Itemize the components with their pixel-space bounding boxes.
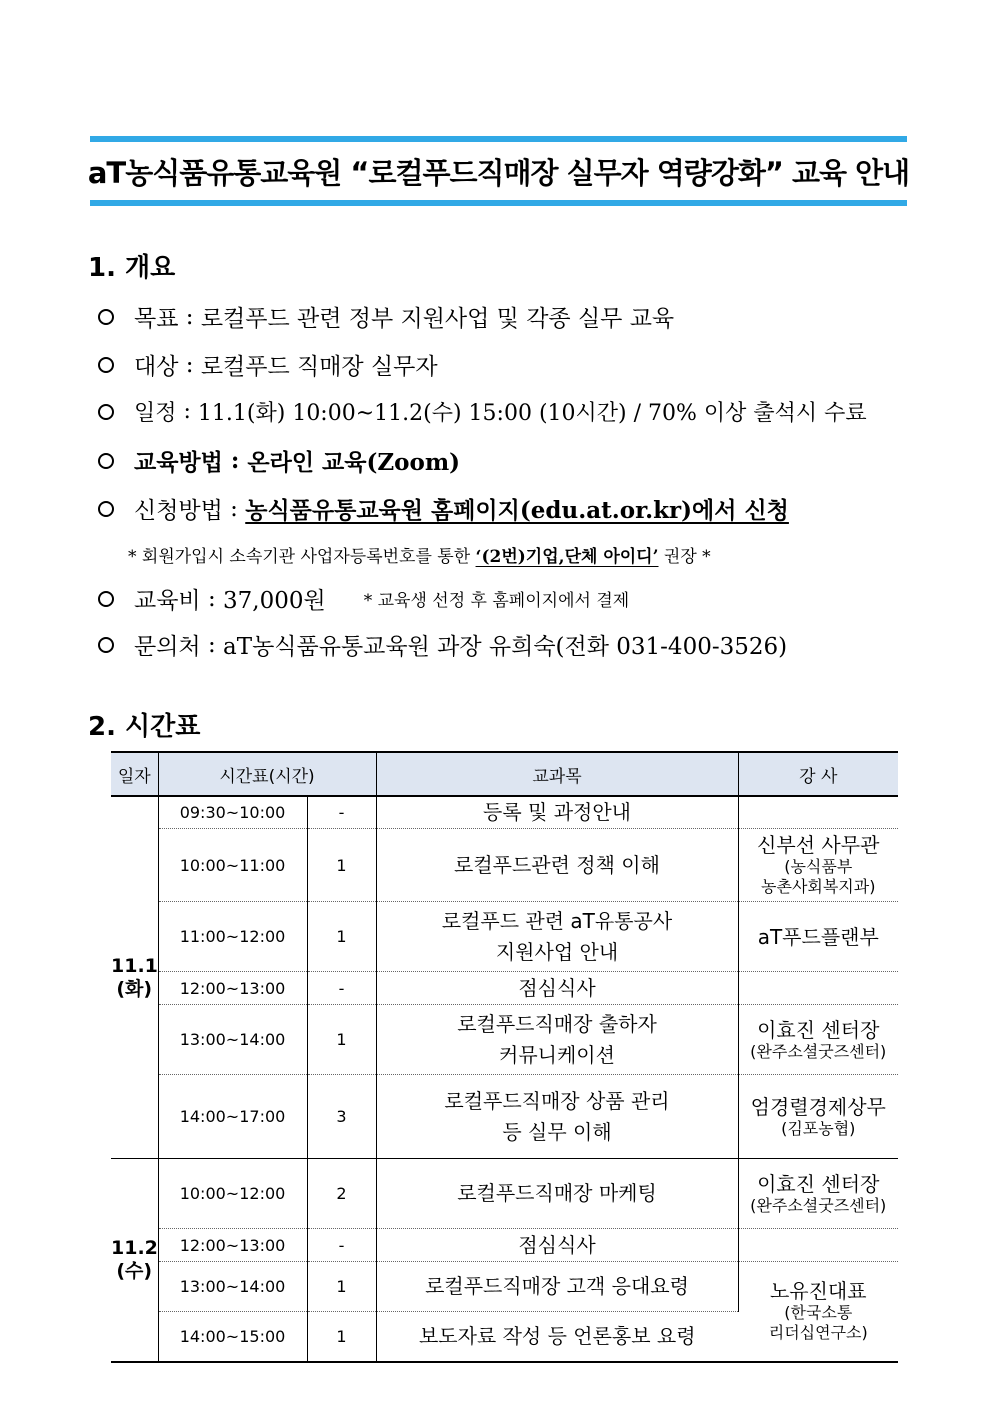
goal-label: 목표	[134, 306, 179, 332]
course-cell	[376, 972, 738, 1005]
header-time: 시간표(시간)	[158, 752, 376, 796]
table-row	[111, 1075, 898, 1159]
table-header-row	[111, 752, 898, 796]
time-cell: 14:00~17:00	[158, 1075, 307, 1159]
course-cell	[376, 829, 738, 902]
time-cell: 14:00~15:00	[158, 1312, 307, 1362]
apply-note-emphasis: ‘(2번)기업,단체 아이디’	[475, 547, 659, 567]
course-cell	[376, 902, 738, 972]
time-cell: 11:00~12:00	[158, 902, 307, 972]
day1-date: 11.1	[111, 954, 158, 977]
overview-fee: 교육비 : 37,000원 * 교육생 선정 후 홈페이지에서 결제	[98, 582, 629, 615]
course-cell	[376, 1159, 738, 1229]
time-cell: 09:30~10:00	[158, 796, 307, 829]
course-line: 로컬푸드 관련 aT유통공사	[441, 908, 673, 933]
course-line: 로컬푸드직매장 마케팅	[457, 1181, 657, 1205]
table-row	[111, 972, 898, 1005]
instructor-cell	[738, 1159, 898, 1229]
instructor-cell	[738, 796, 898, 829]
schedule-label: 일정	[134, 401, 177, 426]
target-value: 로컬푸드 직매장 실무자	[200, 354, 438, 380]
time-cell: 12:00~13:00	[158, 972, 307, 1005]
hours-cell: 2	[307, 1159, 376, 1229]
course-cell	[376, 1005, 738, 1075]
table-row	[111, 1005, 898, 1075]
time-cell: 13:00~14:00	[158, 1262, 307, 1312]
hours-cell: -	[307, 972, 376, 1005]
course-line: 로컬푸드직매장 상품 관리	[444, 1088, 670, 1113]
circle-bullet-icon	[98, 357, 114, 373]
fee-label: 교육비	[134, 588, 201, 614]
apply-note-suffix: 권장 *	[658, 547, 711, 567]
table-row	[111, 1229, 898, 1262]
target-label: 대상	[134, 354, 179, 380]
course-cell	[376, 1229, 738, 1262]
course-line: 로컬푸드직매장 출하자	[457, 1011, 657, 1036]
day1-weekday: (화)	[116, 977, 153, 1000]
circle-bullet-icon	[98, 453, 114, 469]
instructor-affiliation: (김포농협)	[781, 1118, 856, 1138]
apply-note-prefix: * 회원가입시 소속기관 사업자등록번호를 통한	[128, 547, 476, 567]
time-cell: 10:00~11:00	[158, 829, 307, 902]
course-line: 로컬푸드직매장 고객 응대요령	[425, 1274, 689, 1298]
instructor-name: 노유진대표	[769, 1279, 867, 1304]
table-row	[111, 1262, 898, 1312]
circle-bullet-icon	[98, 637, 114, 653]
instructor-cell	[738, 902, 898, 972]
apply-note	[128, 542, 711, 567]
time-cell: 12:00~13:00	[158, 1229, 307, 1262]
course-cell	[376, 796, 738, 829]
instructor-affiliation: (농식품부	[784, 857, 853, 876]
instructor-cell	[738, 1075, 898, 1159]
contact-label: 문의처	[134, 634, 201, 660]
course-line: 등록 및 과정안내	[483, 800, 631, 824]
circle-bullet-icon	[98, 309, 114, 325]
hours-cell: 1	[307, 1312, 376, 1362]
instructor-affiliation: 농촌사회복지과)	[761, 877, 876, 896]
instructor-name: 엄경렬경제상무	[750, 1094, 886, 1119]
instructor-affiliation: (완주소셜굿즈센터)	[750, 1195, 887, 1215]
table-row	[111, 829, 898, 902]
instructor-cell	[738, 1005, 898, 1075]
course-line: 지원사업 안내	[495, 939, 619, 964]
header-course: 교과목	[376, 752, 738, 796]
fee-value: 37,000원	[223, 588, 326, 614]
table-row	[111, 796, 898, 829]
instructor-cell	[738, 1229, 898, 1262]
contact-value: aT농식품유통교육원 과장 유희숙(전화 031-400-3526)	[223, 634, 788, 660]
course-line: 점심식사	[518, 975, 596, 1000]
day2-weekday: (수)	[116, 1259, 153, 1282]
course-cell	[376, 1312, 738, 1362]
course-line: 등 실무 이해	[502, 1119, 612, 1144]
method-value: 온라인 교육(Zoom)	[247, 449, 461, 476]
instructor-name: 이효진 센터장	[757, 1017, 880, 1042]
instructor-name: aT푸드플랜부	[757, 924, 879, 949]
circle-bullet-icon	[98, 591, 114, 607]
instructor-cell	[738, 1262, 898, 1362]
method-label: 교육방법	[134, 449, 223, 476]
hours-cell: 1	[307, 902, 376, 972]
apply-link[interactable]: 농식품유통교육원 홈페이지(edu.at.or.kr)에서 신청	[245, 497, 789, 524]
section-overview-heading: 1. 개요	[88, 253, 176, 283]
header-day: 일자	[111, 752, 158, 796]
day2-date: 11.2	[111, 1236, 158, 1259]
instructor-affiliation: (한국소통	[784, 1303, 853, 1323]
course-cell	[376, 1075, 738, 1159]
header-instructor: 강 사	[738, 752, 898, 796]
course-line: 보도자료 작성 등 언론홍보 요령	[418, 1323, 696, 1348]
circle-bullet-icon	[98, 404, 114, 420]
schedule-table	[111, 751, 898, 1363]
overview-target: 대상 : 로컬푸드 직매장 실무자	[98, 348, 438, 381]
course-cell	[376, 1262, 738, 1312]
apply-label: 신청방법	[134, 498, 223, 524]
hours-cell: 1	[307, 1005, 376, 1075]
instructor-affiliation: 리더십연구소)	[768, 1323, 868, 1343]
table-row	[111, 1159, 898, 1229]
fee-note: * 교육생 선정 후 홈페이지에서 결제	[363, 591, 630, 611]
overview-schedule: 일정 : 11.1(화) 10:00~11.2(수) 15:00 (10시간) / 70% 이상 출석시 수료	[98, 396, 867, 427]
table-row	[111, 902, 898, 972]
overview-goal: 목표 : 로컬푸드 관련 정부 지원사업 및 각종 실무 교육	[98, 300, 674, 333]
overview-contact: 문의처 : aT농식품유통교육원 과장 유희숙(전화 031-400-3526)	[98, 628, 787, 661]
hours-cell: -	[307, 796, 376, 829]
overview-method: 교육방법 : 온라인 교육(Zoom)	[98, 444, 460, 477]
page-title: aT농식품유통교육원 “로컬푸드직매장 실무자 역량강화” 교육 안내	[87, 155, 910, 190]
instructor-name: 이효진 센터장	[757, 1171, 880, 1196]
hours-cell: 1	[307, 829, 376, 902]
instructor-name: 신부선 사무관	[757, 833, 880, 857]
hours-cell: -	[307, 1229, 376, 1262]
time-cell: 10:00~12:00	[158, 1159, 307, 1229]
hours-cell: 1	[307, 1262, 376, 1312]
section-schedule-heading: 2. 시간표	[88, 712, 201, 742]
instructor-cell	[738, 829, 898, 902]
title-banner	[87, 136, 910, 206]
course-line: 로컬푸드관련 정책 이해	[454, 852, 660, 877]
instructor-cell	[738, 972, 898, 1005]
day-cell-1	[111, 796, 158, 1159]
day-cell-2	[111, 1159, 158, 1362]
time-cell: 13:00~14:00	[158, 1005, 307, 1075]
course-line: 커뮤니케이션	[499, 1042, 615, 1067]
goal-value: 로컬푸드 관련 정부 지원사업 및 각종 실무 교육	[200, 306, 675, 332]
course-line: 점심식사	[518, 1232, 596, 1257]
hours-cell: 3	[307, 1075, 376, 1159]
overview-apply: 신청방법 : 농식품유통교육원 홈페이지(edu.at.or.kr)에서 신청	[98, 492, 789, 525]
schedule-value: 11.1(화) 10:00~11.2(수) 15:00 (10시간) / 70% 이상 출석시 수료	[197, 401, 867, 426]
instructor-affiliation: (완주소셜굿즈센터)	[750, 1041, 887, 1061]
circle-bullet-icon	[98, 501, 114, 517]
